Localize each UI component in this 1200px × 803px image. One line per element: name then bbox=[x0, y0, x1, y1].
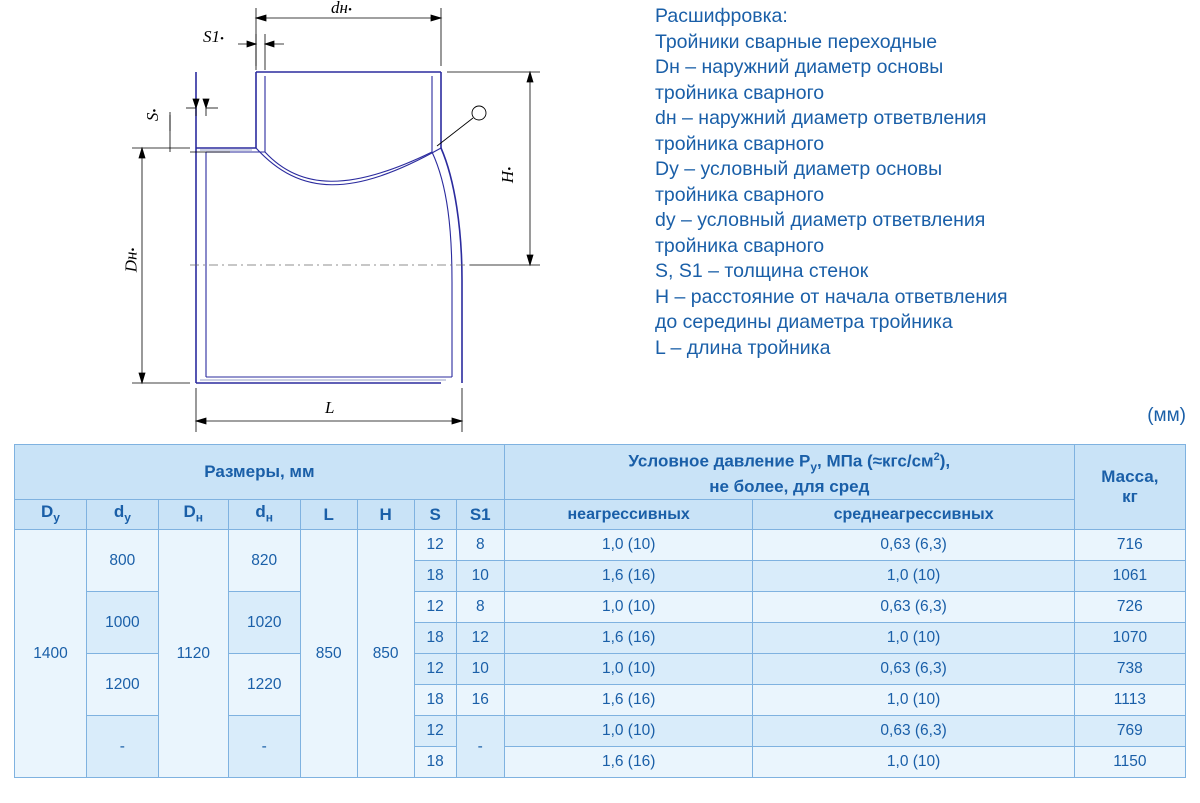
header-mass: Масса, кг bbox=[1074, 445, 1185, 530]
cell-p-sred: 0,63 (6,3) bbox=[753, 716, 1074, 747]
cell-p-neagr: 1,0 (10) bbox=[504, 592, 753, 623]
cell-p-sred: 0,63 (6,3) bbox=[753, 530, 1074, 561]
cell-S1: - bbox=[456, 716, 504, 778]
table-row bbox=[15, 530, 1186, 561]
cell-S: 18 bbox=[414, 747, 456, 778]
tee-fitting-svg bbox=[0, 0, 640, 440]
legend-line-1: Dн – наружний диаметр основы bbox=[655, 56, 944, 78]
cell-S1: 8 bbox=[456, 530, 504, 561]
cell-p-sred: 1,0 (10) bbox=[753, 685, 1074, 716]
cell-H: 850 bbox=[357, 530, 414, 778]
table-body bbox=[15, 530, 1186, 778]
cell-S: 12 bbox=[414, 530, 456, 561]
cell-dn: 1220 bbox=[228, 654, 300, 716]
cell-dy: - bbox=[86, 716, 158, 778]
label-dn-big: Dн• bbox=[121, 247, 141, 273]
cell-Dy: 1400 bbox=[15, 530, 87, 778]
legend-line-12: L – длина тройника bbox=[655, 336, 831, 359]
header-col-L: L bbox=[300, 500, 357, 530]
legend-line-8: тройника сварного bbox=[655, 234, 825, 257]
cell-mass: 1113 bbox=[1074, 685, 1185, 716]
table-header-row-1 bbox=[15, 445, 1186, 500]
header-group-pressure: Условное давление $P_у$, МПа $(\approx кгс/см^2)$, не более, для сред bbox=[504, 445, 1074, 500]
cell-S1: 10 bbox=[456, 561, 504, 592]
cell-Dn: 1120 bbox=[158, 530, 228, 778]
cell-S: 12 bbox=[414, 716, 456, 747]
legend-line-6: тройника сварного bbox=[655, 183, 825, 206]
cell-p-neagr: 1,6 (16) bbox=[504, 561, 753, 592]
cell-S1: 12 bbox=[456, 623, 504, 654]
pressure-sub: у bbox=[810, 460, 818, 475]
cell-dn: - bbox=[228, 716, 300, 778]
table-header-row-2 bbox=[15, 500, 1186, 530]
legend-line-3: dн – наружний диаметр ответвления bbox=[655, 107, 987, 129]
cell-p-sred: 1,0 (10) bbox=[753, 623, 1074, 654]
cell-p-neagr: 1,0 (10) bbox=[504, 716, 753, 747]
specifications-table bbox=[14, 444, 1186, 778]
cell-mass: 1070 bbox=[1074, 623, 1185, 654]
cell-dy: 1000 bbox=[86, 592, 158, 654]
header-col-H: H bbox=[357, 500, 414, 530]
legend-title: Расшифровка: bbox=[655, 5, 788, 27]
header-group-sizes: Размеры, мм bbox=[15, 445, 505, 500]
cell-mass: 1061 bbox=[1074, 561, 1185, 592]
pressure-sup: 2 bbox=[933, 451, 940, 463]
header-col-neagressivnyh: неагрессивных bbox=[504, 500, 753, 530]
cell-mass: 769 bbox=[1074, 716, 1185, 747]
header-col-Dy: $D_у$ bbox=[15, 500, 87, 530]
cell-p-neagr: 1,0 (10) bbox=[504, 654, 753, 685]
cell-dy: 800 bbox=[86, 530, 158, 592]
legend-line-9: S, S1 – толщина стенок bbox=[655, 260, 869, 282]
legend-line-0: Тройники сварные переходные bbox=[655, 30, 938, 53]
cell-p-neagr: 1,6 (16) bbox=[504, 623, 753, 654]
legend-block bbox=[655, 4, 1200, 361]
cell-S1: 10 bbox=[456, 654, 504, 685]
cell-mass: 738 bbox=[1074, 654, 1185, 685]
cell-S: 12 bbox=[414, 654, 456, 685]
label-h: H• bbox=[498, 166, 518, 184]
cell-S: 18 bbox=[414, 623, 456, 654]
label-l: L bbox=[325, 398, 335, 417]
header-col-dn: $d_н$ bbox=[228, 500, 300, 530]
cell-p-neagr: 1,6 (16) bbox=[504, 685, 753, 716]
legend-line-5: Dу – условный диаметр основы bbox=[655, 158, 943, 180]
legend-line-2: тройника сварного bbox=[655, 81, 825, 104]
cell-mass: 726 bbox=[1074, 592, 1185, 623]
cell-dn: 820 bbox=[228, 530, 300, 592]
cell-p-sred: 0,63 (6,3) bbox=[753, 592, 1074, 623]
cell-p-sred: 0,63 (6,3) bbox=[753, 654, 1074, 685]
cell-S: 12 bbox=[414, 592, 456, 623]
legend-line-10: H – расстояние от начала ответвления bbox=[655, 285, 1008, 308]
cell-mass: 1150 bbox=[1074, 747, 1185, 778]
cell-S1: 16 bbox=[456, 685, 504, 716]
header-col-S1: S1 bbox=[456, 500, 504, 530]
specifications-table-wrap bbox=[14, 444, 1186, 778]
cell-S1: 8 bbox=[456, 592, 504, 623]
header-col-sredneagressivnyh: среднеагрессивных bbox=[753, 500, 1074, 530]
cell-dn: 1020 bbox=[228, 592, 300, 654]
legend-line-7: dу – условный диаметр ответвления bbox=[655, 209, 986, 231]
legend-line-11: до середины диаметра тройника bbox=[655, 311, 953, 333]
cell-p-sred: 1,0 (10) bbox=[753, 747, 1074, 778]
header-col-Dn: $D_н$ bbox=[158, 500, 228, 530]
label-s1: S1• bbox=[203, 27, 224, 46]
cell-dy: 1200 bbox=[86, 654, 158, 716]
cell-p-neagr: 1,6 (16) bbox=[504, 747, 753, 778]
cell-mass: 716 bbox=[1074, 530, 1185, 561]
cell-S: 18 bbox=[414, 561, 456, 592]
unit-note: (мм) bbox=[1147, 405, 1186, 426]
tee-fitting-drawing bbox=[0, 0, 640, 440]
label-dn: dн• bbox=[331, 0, 352, 17]
cell-p-sred: 1,0 (10) bbox=[753, 561, 1074, 592]
cell-L: 850 bbox=[300, 530, 357, 778]
cell-p-neagr: 1,0 (10) bbox=[504, 530, 753, 561]
header-col-dy: $d_у$ bbox=[86, 500, 158, 530]
cell-S: 18 bbox=[414, 685, 456, 716]
legend-line-4: тройника сварного bbox=[655, 132, 825, 155]
header-col-S: S bbox=[414, 500, 456, 530]
label-s: S• bbox=[143, 108, 163, 122]
